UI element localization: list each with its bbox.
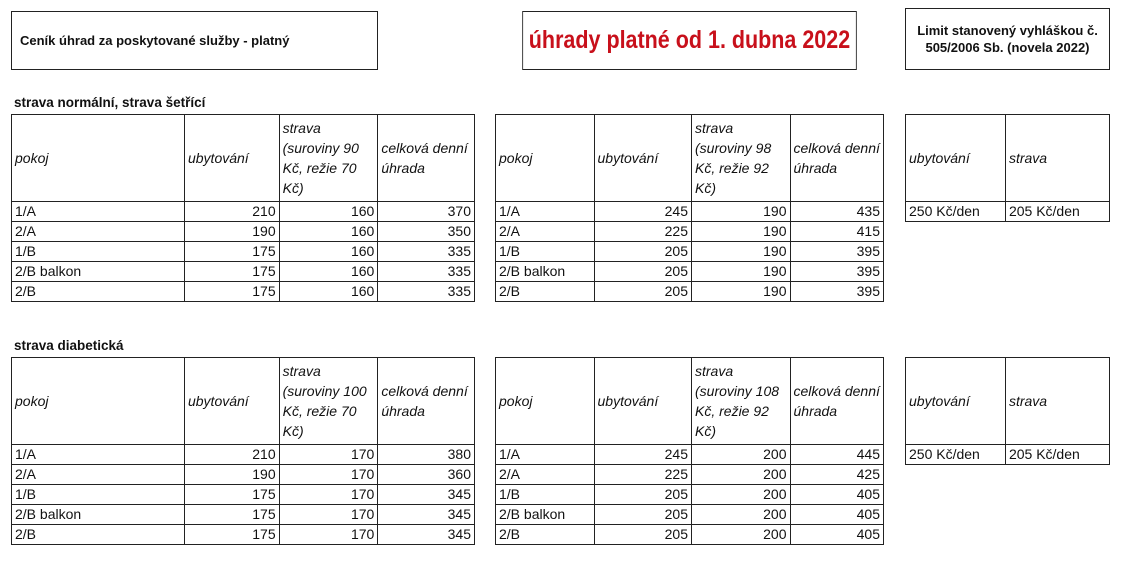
total-cell: 405	[790, 485, 884, 505]
table-row	[12, 445, 475, 465]
total-cell: 380	[378, 445, 475, 465]
room-cell: 1/A	[496, 445, 595, 465]
room-cell: 2/B balkon	[12, 505, 185, 525]
accommodation-cell: 175	[184, 242, 279, 262]
col-meals: strava (suroviny 108 Kč, režie 92 Kč)	[692, 358, 791, 445]
table-new-normal	[495, 114, 884, 302]
total-cell: 345	[378, 485, 475, 505]
col-total: celková denní úhrada	[378, 358, 475, 445]
col-accommodation: ubytování	[906, 358, 1006, 445]
table-row	[12, 525, 475, 545]
room-cell: 2/B	[496, 282, 595, 302]
accommodation-cell: 205	[594, 525, 692, 545]
meals-cell: 200	[692, 525, 791, 545]
col-accommodation: ubytování	[184, 358, 279, 445]
accommodation-cell: 205	[594, 262, 692, 282]
table-row	[12, 242, 475, 262]
accommodation-cell: 205	[594, 505, 692, 525]
table-row	[12, 222, 475, 242]
meals-cell: 190	[692, 202, 791, 222]
meals-cell: 170	[279, 485, 378, 505]
col-accommodation: ubytování	[594, 358, 692, 445]
total-cell: 425	[790, 465, 884, 485]
section-title-normal: strava normální, strava šetřící	[14, 95, 206, 110]
room-cell: 2/A	[496, 465, 595, 485]
table-row	[12, 485, 475, 505]
total-cell: 405	[790, 525, 884, 545]
limit-meals-cell: 205 Kč/den	[1005, 445, 1109, 465]
col-meals: strava (suroviny 98 Kč, režie 92 Kč)	[692, 115, 791, 202]
room-cell: 1/B	[496, 242, 595, 262]
room-cell: 2/A	[12, 465, 185, 485]
meals-cell: 160	[279, 282, 378, 302]
table-limit-diabetic	[905, 357, 1110, 465]
room-cell: 1/B	[12, 242, 185, 262]
meals-cell: 190	[692, 222, 791, 242]
total-cell: 445	[790, 445, 884, 465]
meals-cell: 200	[692, 445, 791, 465]
meals-cell: 190	[692, 242, 791, 262]
total-cell: 335	[378, 262, 475, 282]
accommodation-cell: 190	[184, 222, 279, 242]
meals-cell: 170	[279, 445, 378, 465]
table-row	[906, 202, 1110, 222]
meals-cell: 160	[279, 262, 378, 282]
table-row	[496, 465, 884, 485]
table-new-diabetic	[495, 357, 884, 545]
limit-accommodation-cell: 250 Kč/den	[906, 202, 1006, 222]
room-cell: 1/A	[496, 202, 595, 222]
col-total: celková denní úhrada	[378, 115, 475, 202]
accommodation-cell: 225	[594, 465, 692, 485]
room-cell: 2/B balkon	[496, 262, 595, 282]
table-header-row	[906, 115, 1110, 202]
total-cell: 350	[378, 222, 475, 242]
col-meals: strava	[1005, 115, 1109, 202]
accommodation-cell: 175	[184, 282, 279, 302]
meals-cell: 160	[279, 202, 378, 222]
accommodation-cell: 210	[184, 445, 279, 465]
room-cell: 1/A	[12, 445, 185, 465]
table-row	[496, 202, 884, 222]
meals-cell: 200	[692, 505, 791, 525]
total-cell: 395	[790, 262, 884, 282]
col-total: celková denní úhrada	[790, 358, 884, 445]
meals-cell: 190	[692, 262, 791, 282]
table-row	[496, 485, 884, 505]
table-old-diabetic	[11, 357, 475, 545]
col-total: celková denní úhrada	[790, 115, 884, 202]
table-row	[496, 505, 884, 525]
table-row	[12, 465, 475, 485]
room-cell: 2/B	[12, 525, 185, 545]
section-title-diabetic: strava diabetická	[14, 338, 124, 353]
accommodation-cell: 175	[184, 262, 279, 282]
room-cell: 2/B balkon	[12, 262, 185, 282]
meals-cell: 190	[692, 282, 791, 302]
table-header-row	[12, 358, 475, 445]
room-cell: 2/A	[12, 222, 185, 242]
total-cell: 435	[790, 202, 884, 222]
col-meals: strava (suroviny 90 Kč, režie 70 Kč)	[279, 115, 378, 202]
table-row	[496, 282, 884, 302]
room-cell: 2/B	[496, 525, 595, 545]
accommodation-cell: 205	[594, 485, 692, 505]
col-room: pokoj	[12, 358, 185, 445]
meals-cell: 200	[692, 465, 791, 485]
room-cell: 2/B balkon	[496, 505, 595, 525]
room-cell: 1/B	[496, 485, 595, 505]
col-room: pokoj	[12, 115, 185, 202]
room-cell: 2/B	[12, 282, 185, 302]
total-cell: 345	[378, 505, 475, 525]
accommodation-cell: 205	[594, 282, 692, 302]
col-meals: strava	[1005, 358, 1109, 445]
limit-meals-cell: 205 Kč/den	[1005, 202, 1109, 222]
total-cell: 395	[790, 242, 884, 262]
total-cell: 335	[378, 242, 475, 262]
table-row	[496, 242, 884, 262]
table-header-row	[496, 358, 884, 445]
table-limit-normal	[905, 114, 1110, 222]
col-meals: strava (suroviny 100 Kč, režie 70 Kč)	[279, 358, 378, 445]
col-accommodation: ubytování	[184, 115, 279, 202]
total-cell: 335	[378, 282, 475, 302]
total-cell: 370	[378, 202, 475, 222]
accommodation-cell: 175	[184, 525, 279, 545]
table-header-row	[496, 115, 884, 202]
valid-from-title: úhrady platné od 1. dubna 2022	[522, 11, 857, 70]
room-cell: 1/B	[12, 485, 185, 505]
accommodation-cell: 190	[184, 465, 279, 485]
total-cell: 345	[378, 525, 475, 545]
room-cell: 2/A	[496, 222, 595, 242]
accommodation-cell: 225	[594, 222, 692, 242]
col-accommodation: ubytování	[906, 115, 1006, 202]
table-row	[496, 445, 884, 465]
limit-accommodation-cell: 250 Kč/den	[906, 445, 1006, 465]
meals-cell: 200	[692, 485, 791, 505]
table-header-row	[12, 115, 475, 202]
total-cell: 405	[790, 505, 884, 525]
accommodation-cell: 210	[184, 202, 279, 222]
table-row	[906, 445, 1110, 465]
table-row	[496, 262, 884, 282]
col-room: pokoj	[496, 115, 595, 202]
table-row	[12, 202, 475, 222]
table-row	[12, 282, 475, 302]
accommodation-cell: 205	[594, 242, 692, 262]
accommodation-cell: 175	[184, 485, 279, 505]
table-row	[496, 525, 884, 545]
total-cell: 415	[790, 222, 884, 242]
table-row	[496, 222, 884, 242]
accommodation-cell: 245	[594, 202, 692, 222]
table-header-row	[906, 358, 1110, 445]
meals-cell: 160	[279, 242, 378, 262]
meals-cell: 170	[279, 465, 378, 485]
pricelist-title: Ceník úhrad za poskytované služby - platný	[11, 11, 378, 70]
accommodation-cell: 245	[594, 445, 692, 465]
total-cell: 360	[378, 465, 475, 485]
accommodation-cell: 175	[184, 505, 279, 525]
limit-title: Limit stanovený vyhláškou č. 505/2006 Sb. (novela 2022)	[905, 8, 1110, 70]
total-cell: 395	[790, 282, 884, 302]
meals-cell: 170	[279, 505, 378, 525]
room-cell: 1/A	[12, 202, 185, 222]
col-room: pokoj	[496, 358, 595, 445]
col-accommodation: ubytování	[594, 115, 692, 202]
meals-cell: 160	[279, 222, 378, 242]
meals-cell: 170	[279, 525, 378, 545]
table-row	[12, 262, 475, 282]
table-row	[12, 505, 475, 525]
table-old-normal	[11, 114, 475, 302]
